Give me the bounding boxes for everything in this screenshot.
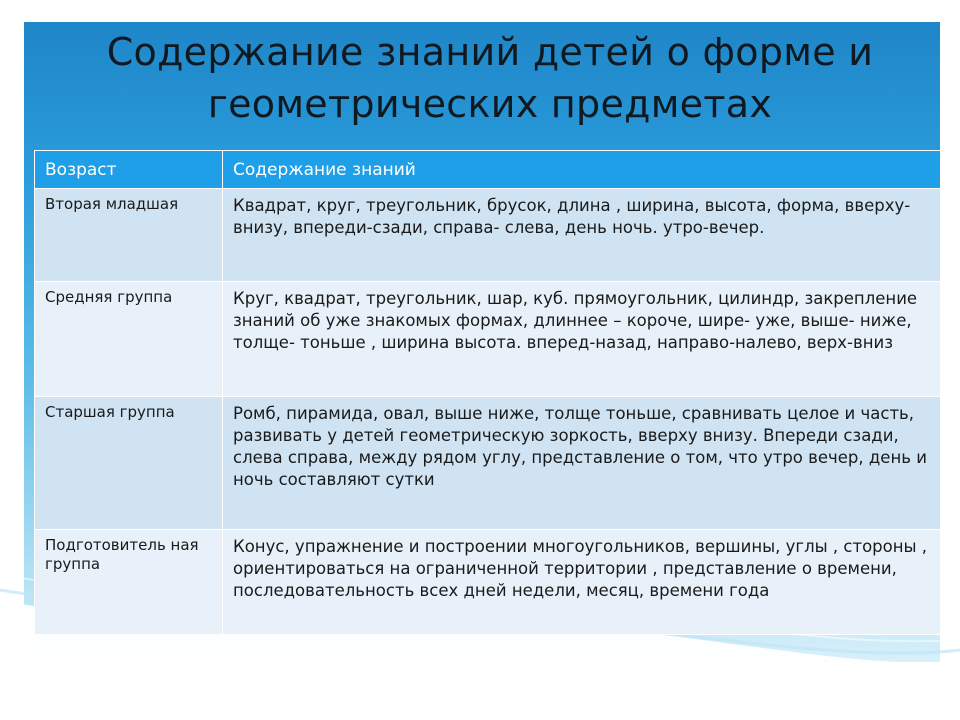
header-content: Содержание знаний: [223, 151, 941, 189]
content-cell: Конус, упражнение и построении многоугольников, вершины, углы , стороны , ориентироваться на ограниченной территории , представление о времени, последовательность всех дней недели, месяц, времени года: [223, 530, 941, 635]
slide-title: Содержание знаний детей о форме и геометрических предметах: [106, 30, 874, 126]
table-row: [35, 189, 941, 282]
knowledge-table: [34, 150, 940, 635]
table-row: [35, 397, 941, 530]
age-cell: Средняя группа: [35, 282, 223, 397]
age-cell: Старшая группа: [35, 397, 223, 530]
content-cell: Ромб, пирамида, овал, выше ниже, толще тоньше, сравнивать целое и часть, развивать у детей геометрическую зоркость, вверху внизу. Впереди сзади, слева справа, между рядом углу, представление о том, что утро вечер, день и ночь составляют сутки: [223, 397, 941, 530]
age-cell: Вторая младшая: [35, 189, 223, 282]
table-row: [35, 530, 941, 635]
content-cell: Круг, квадрат, треугольник, шар, куб. прямоугольник, цилиндр, закрепление знаний об уже знакомых формах, длиннее – короче, шире- уже, выше- ниже, толще- тоньше , ширина высота. вперед-назад, направо-налево, верх-вниз: [223, 282, 941, 397]
age-cell: Подготовитель ная группа: [35, 530, 223, 635]
content-cell: Квадрат, круг, треугольник, брусок, длина , ширина, высота, форма, вверху-внизу, впереди-сзади, справа- слева, день ночь. утро-вечер.: [223, 189, 941, 282]
table-header-row: [35, 151, 941, 189]
table-row: [35, 282, 941, 397]
header-age: Возраст: [35, 151, 223, 189]
